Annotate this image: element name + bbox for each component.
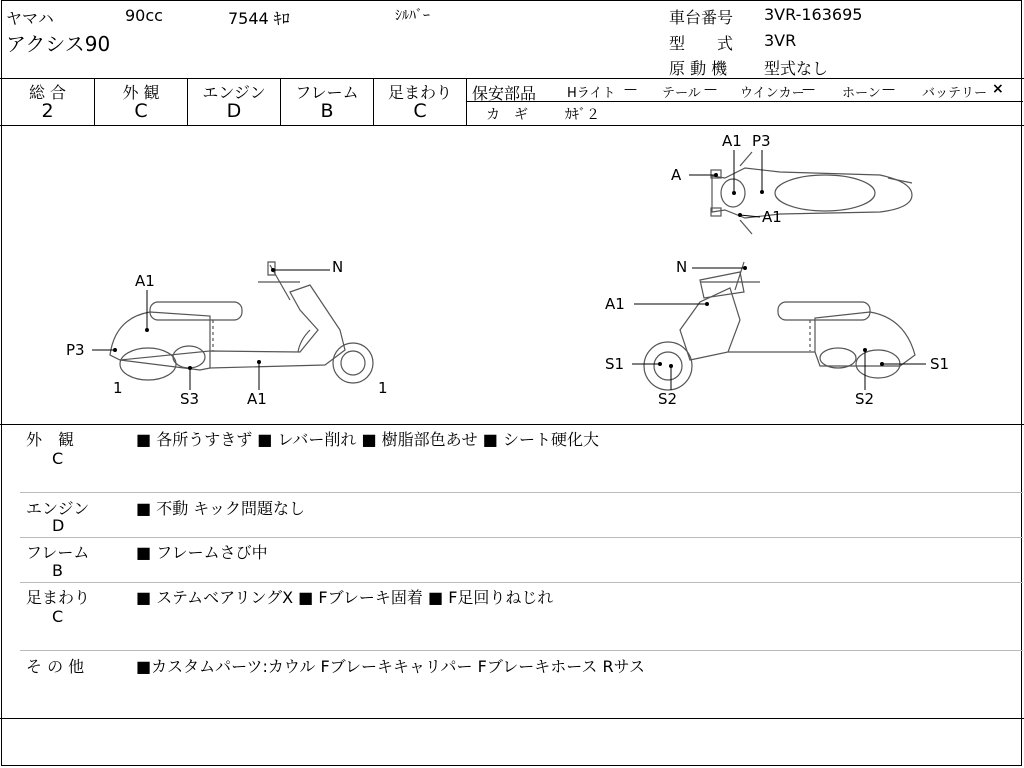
section-label-frame: フレーム <box>26 543 90 562</box>
diagram-label: S2 <box>658 390 678 408</box>
frame-no-label: 車台番号 <box>669 8 734 27</box>
safety-mark-battery: × <box>992 81 1004 97</box>
diagram-label: 1 <box>378 379 388 397</box>
safety-mark-horn: — <box>882 82 895 97</box>
type-label: 型 式 <box>669 34 734 53</box>
safety-item-battery: バッテリー <box>922 86 988 101</box>
safety-item-winker: ウインカー <box>740 86 805 101</box>
score-label-frame: フレーム <box>295 83 359 102</box>
diagram-label: S2 <box>855 390 875 408</box>
section-label-exterior: 外 観 <box>26 430 75 449</box>
divider <box>467 101 1023 102</box>
divider <box>20 492 1023 493</box>
engine-value: 型式なし <box>764 59 829 78</box>
section-label-suspension: 足まわり <box>26 588 91 607</box>
section-grade-exterior: C <box>52 449 64 468</box>
section-grade-suspension: C <box>52 607 64 626</box>
key-value: ｶｷﾞ２ <box>565 107 600 123</box>
displacement: 90cc <box>125 6 163 25</box>
diagram-label: 1 <box>113 379 123 397</box>
color: ｼﾙﾊﾞｰ <box>395 8 430 24</box>
section-text-engine: ■ 不動 キック問題なし <box>136 499 305 518</box>
score-label-suspension: 足まわり <box>387 83 452 102</box>
key-label: カ ギ <box>486 107 528 123</box>
divider <box>20 537 1023 538</box>
mileage: 7544 ｷﾛ <box>228 9 290 28</box>
safety-mark-headlight: — <box>624 82 637 97</box>
diagram-label: N <box>332 258 344 276</box>
safety-mark-tail: — <box>704 82 717 97</box>
score-value-engine: D <box>226 100 242 122</box>
diagram-label: A1 <box>722 132 742 150</box>
damage-diagram <box>0 125 1024 425</box>
section-text-frame: ■ フレームさび中 <box>136 543 268 562</box>
safety-item-tail: テール <box>662 86 701 101</box>
divider <box>20 650 1023 651</box>
diagram-label: A1 <box>605 295 625 313</box>
score-value-frame: B <box>320 100 334 122</box>
diagram-label: A1 <box>247 390 267 408</box>
section-text-other: ■カスタムパーツ:カウル Fブレーキキャリパー Fブレーキホース Rサス <box>136 657 645 676</box>
maker: ヤマハ <box>6 9 54 28</box>
safety-item-headlight: Hライト <box>567 86 616 101</box>
model-name: アクシス90 <box>6 32 111 56</box>
divider <box>20 582 1023 583</box>
section-label-engine: エンジン <box>26 499 90 518</box>
section-label-other: そ の 他 <box>26 657 85 676</box>
diagram-label: P3 <box>66 341 85 359</box>
divider <box>0 718 1024 719</box>
scooter-right-view <box>644 262 915 390</box>
section-text-suspension: ■ ステムベアリングX ■ Fブレーキ固着 ■ F足回りねじれ <box>136 588 554 607</box>
score-value-overall: 2 <box>41 100 54 122</box>
diagram-label: A1 <box>135 272 155 290</box>
section-text-exterior: ■ 各所うすきず ■ レバー削れ ■ 樹脂部色あせ ■ シート硬化大 <box>136 430 599 449</box>
score-value-exterior: C <box>134 100 148 122</box>
divider <box>0 424 1024 425</box>
diagram-label: S3 <box>180 390 200 408</box>
diagram-label: N <box>676 258 688 276</box>
safety-mark-winker: — <box>802 82 815 97</box>
score-label-overall: 総 合 <box>28 83 67 102</box>
score-label-engine: エンジン <box>202 83 266 102</box>
score-value-suspension: C <box>413 100 427 122</box>
scooter-top-view <box>711 152 912 234</box>
type-value: 3VR <box>764 31 797 50</box>
diagram-label: S1 <box>605 355 625 373</box>
frame-no: 3VR-163695 <box>764 5 863 24</box>
safety-label: 保安部品 <box>472 84 537 103</box>
diagram-label: P3 <box>752 132 771 150</box>
divider <box>0 78 1024 79</box>
diagram-label: S1 <box>930 355 950 373</box>
diagram-label: A1 <box>762 208 782 226</box>
section-grade-engine: D <box>52 516 65 535</box>
diagram-label: A <box>671 166 682 184</box>
score-label-exterior: 外 観 <box>122 83 160 102</box>
engine-label: 原 動 機 <box>669 59 728 78</box>
divider <box>466 78 467 125</box>
section-grade-frame: B <box>52 561 63 580</box>
safety-item-horn: ホーン <box>842 86 881 101</box>
